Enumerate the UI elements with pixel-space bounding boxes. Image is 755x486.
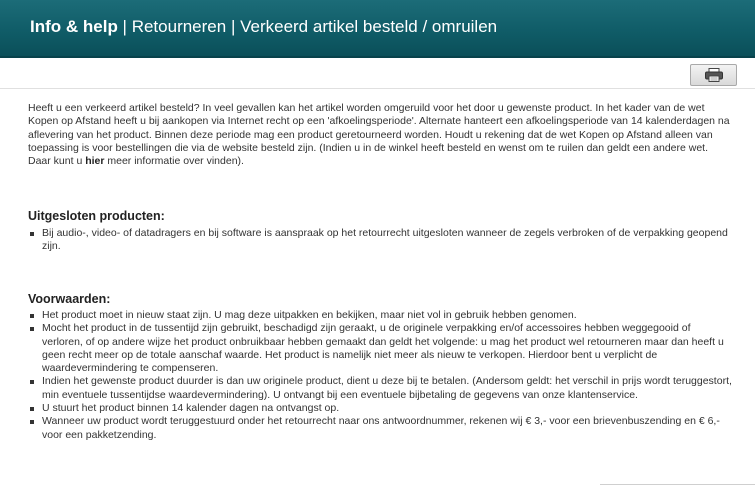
breadcrumb-separator: | (117, 17, 132, 36)
list-item-text: Mocht het product in de tussentijd zijn gebruikt, beschadigd zijn geraakt, u de originele verpakking en/of accessoires hebben weggegooid of verloren, of op andere wijze het product onbruikbaar hebben gemaakt dan geldt het volgende: u mag het product wel retourneren maar dan heeft u geen recht meer op de totale aanschaf waarde. Het product is namelijk niet meer als nieuw te verkopen. Hierdoor bent u verplicht de waardevermindering te compenseren. (42, 322, 724, 375)
bullet-icon (30, 380, 34, 384)
list-item (28, 415, 733, 442)
section-title-conditions: Voorwaarden: (28, 292, 111, 306)
divider (600, 484, 755, 485)
list-item (28, 375, 733, 402)
list-item-text: Het product moet in nieuw staat zijn. U mag deze uitpakken en bekijken, maar niet vol in gebruik hebben genomen. (42, 309, 577, 321)
bullet-icon (30, 420, 34, 424)
list-item-text: Indien het gewenste product duurder is dan uw originele product, dient u deze bij te betalen. (Andersom geldt: het verschil in prijs wordt teruggestort, min eventuele tussentijdse waardevermindering). U ontvangt bij een eventuele bijbetaling de gegevens van onze klantenservice. (42, 375, 732, 401)
breadcrumb-separator: | (226, 17, 241, 36)
intro-paragraph (28, 102, 733, 168)
title-info-help[interactable]: Info & help (30, 17, 118, 36)
list-item (28, 322, 733, 375)
list-item (28, 402, 733, 415)
list-item (28, 309, 733, 322)
page-header (0, 0, 755, 58)
excluded-products-list (28, 227, 733, 254)
page-title (30, 17, 497, 37)
bullet-icon (30, 232, 34, 236)
content (28, 102, 733, 441)
bullet-icon (30, 314, 34, 318)
bullet-icon (30, 327, 34, 331)
intro-text-end: meer informatie over vinden). (104, 155, 244, 168)
bullet-icon (30, 407, 34, 411)
more-info-link[interactable]: hier (85, 155, 105, 168)
conditions-list (28, 309, 733, 442)
intro-text: Heeft u een verkeerd artikel besteld? In veel gevallen kan het artikel worden omgeruild voor het door u gewenste product. In het kader van de wet Kopen op Afstand heeft u bij aankopen via Internet recht op een 'afkoelingsperiode'. Alternate hanteert een afkoelingsperiode van 14 kalenderdagen na aflevering van het product. Binnen deze periode mag een product geretourneerd worden. Houdt u rekening dat de wet Kopen op Afstand alleen van toepassing is voor bestellingen die via de website besteld zijn. (Indien u in de winkel heeft besteld en wenst om te ruilen dan geldt een andere wet. Daar kunt u (28, 102, 730, 168)
list-item-text: Wanneer uw product wordt teruggestuurd onder het retourrecht naar ons antwoordnummer, rekenen wij € 3,- voor een brievenbuszending en € 6,- voor een pakketzending. (42, 415, 720, 441)
breadcrumb-retourneren[interactable]: Retourneren (131, 17, 227, 36)
list-item-text: Bij audio-, video- of datadragers en bij software is aanspraak op het retourrecht uitgesloten wanneer de zegels verbroken of de verpakking geopend zijn. (42, 227, 728, 253)
printer-icon (705, 68, 723, 82)
print-button[interactable] (690, 64, 737, 86)
breadcrumb-current: Verkeerd artikel besteld / omruilen (240, 17, 498, 36)
list-item (28, 227, 733, 254)
section-title-excluded-products: Uitgesloten producten: (28, 209, 165, 223)
toolbar (0, 60, 755, 89)
list-item-text: U stuurt het product binnen 14 kalender dagen na ontvangst op. (42, 402, 340, 415)
